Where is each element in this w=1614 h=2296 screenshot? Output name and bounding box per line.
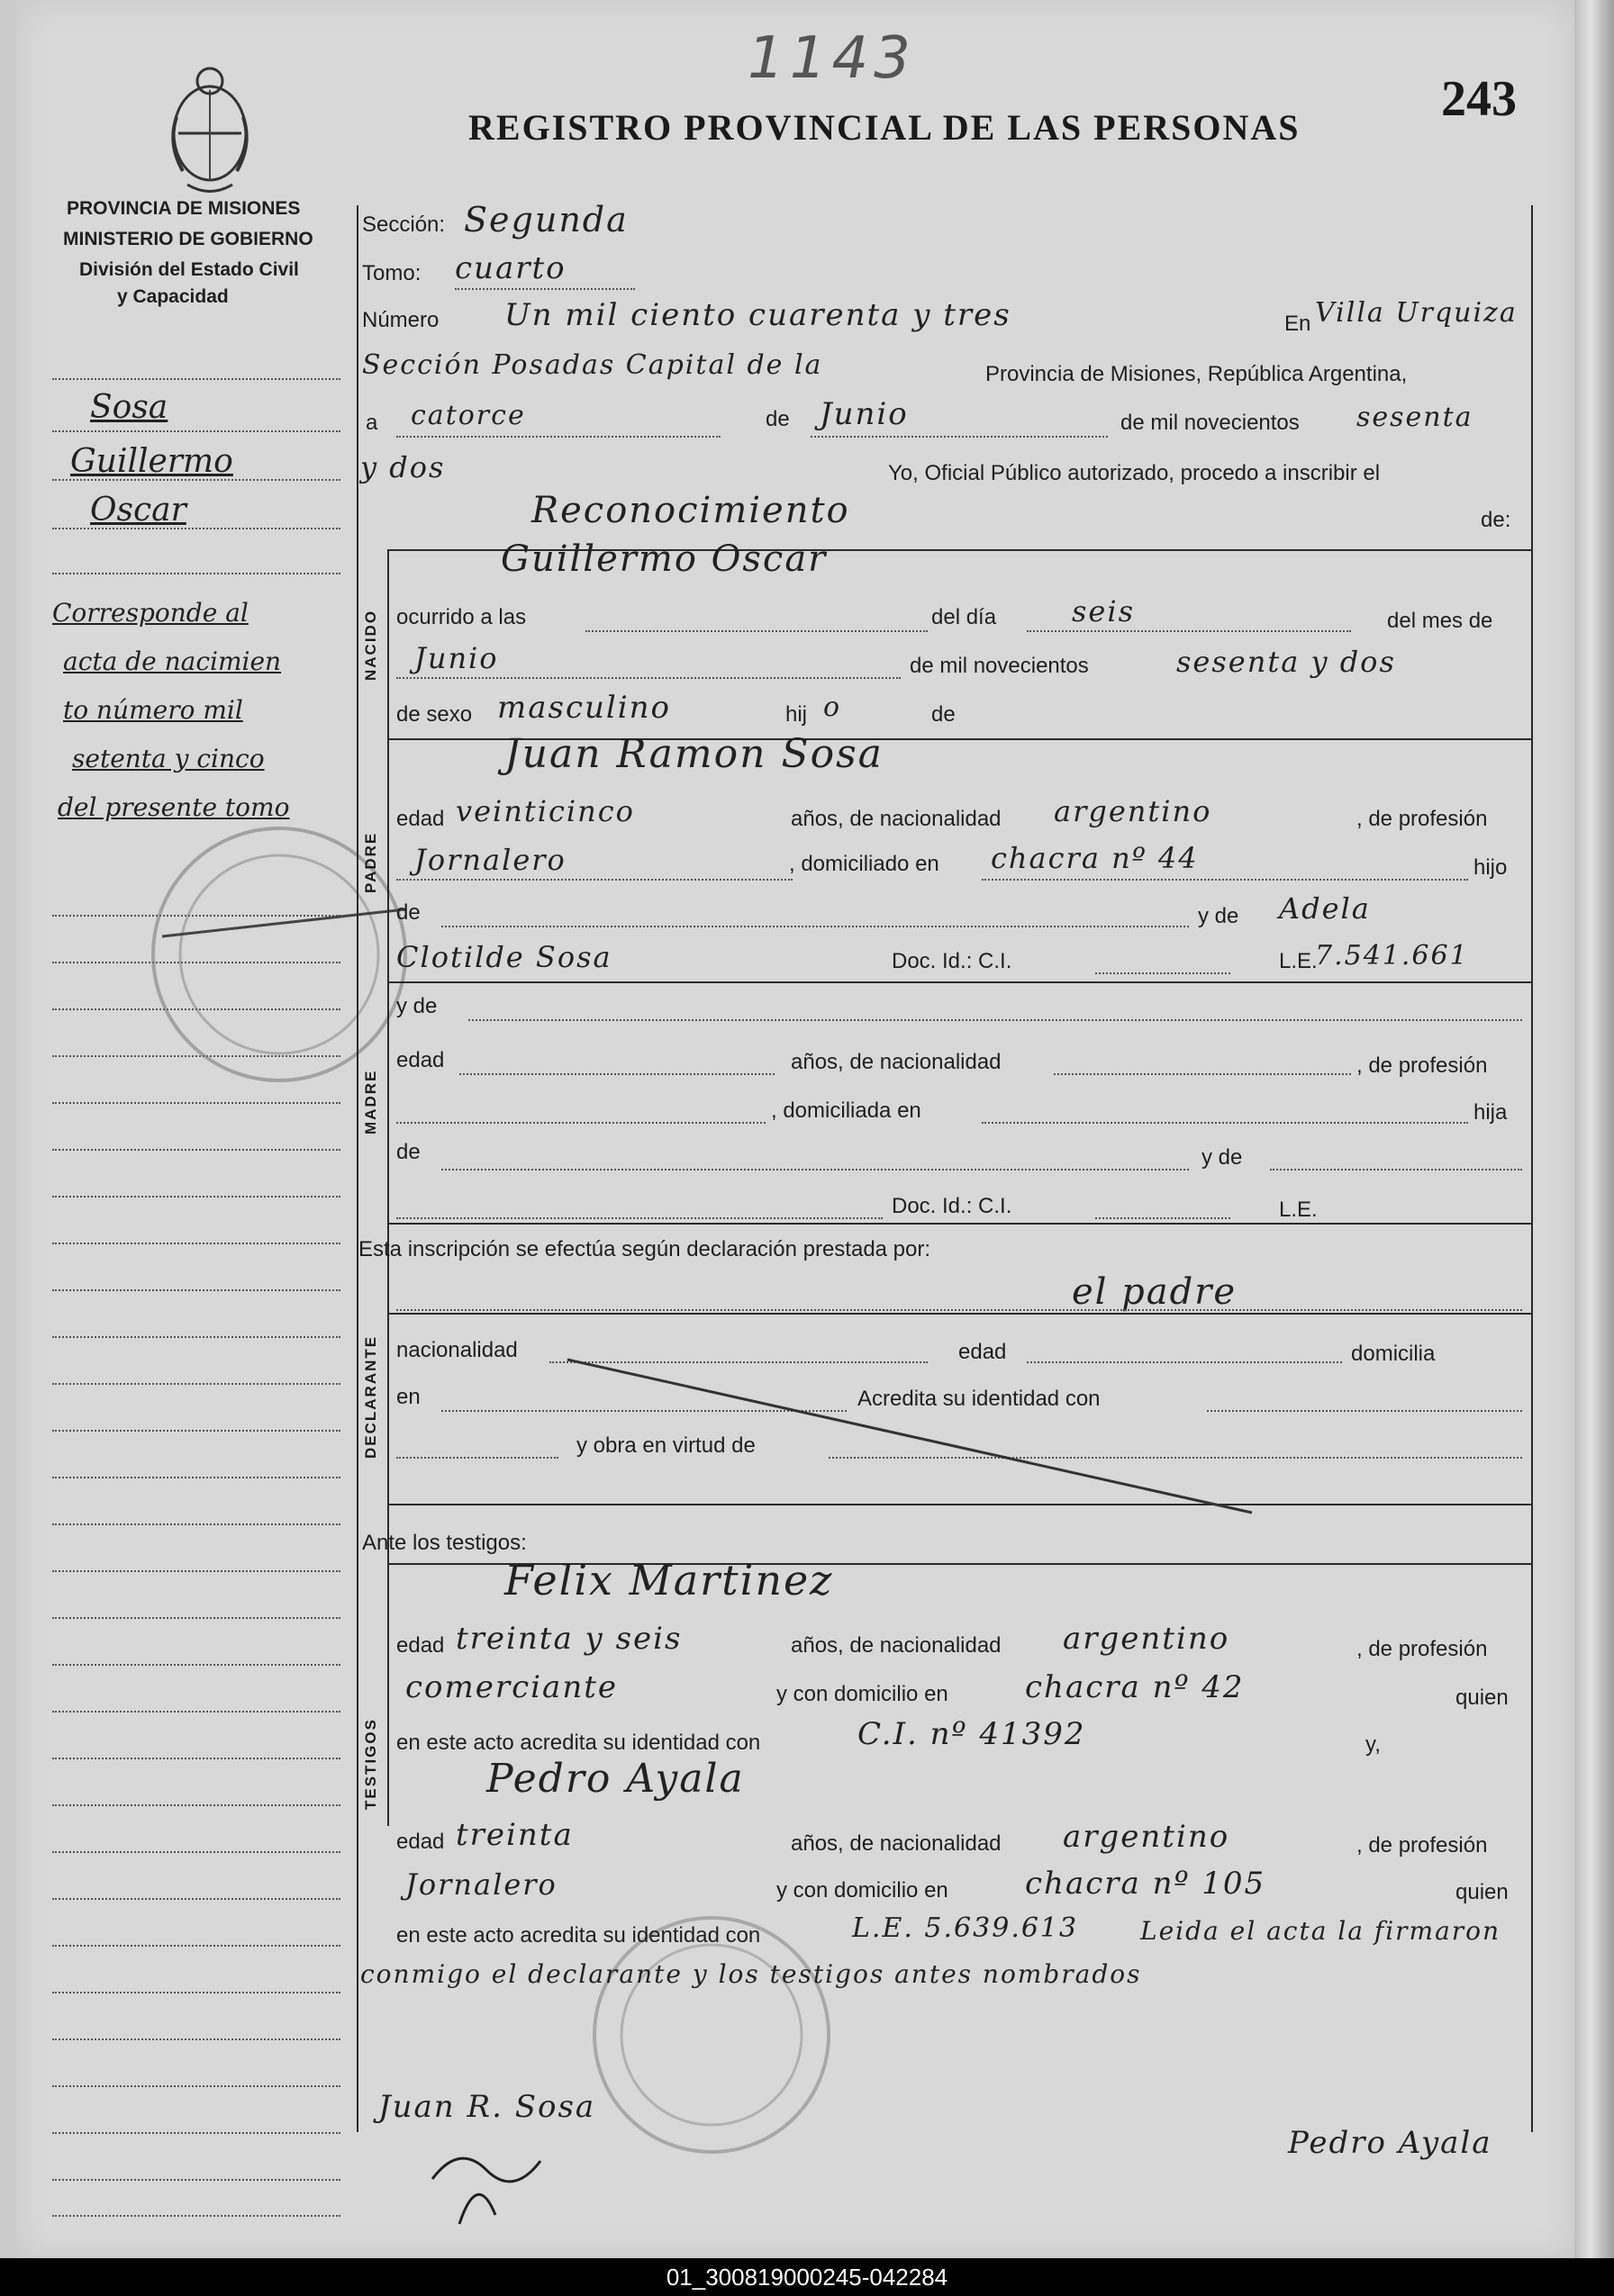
padre-prof-label: , de profesión (1356, 807, 1488, 831)
padre-doc-label: Doc. Id.: C.I. (892, 949, 1012, 973)
section-declarante: DECLARANTE (362, 1334, 379, 1459)
official-stamp-icon (135, 810, 423, 1098)
section-testigos: TESTIGOS (362, 1718, 379, 1810)
seccion-label: Sección: (362, 212, 446, 237)
t1-dom-label: y con domicilio en (776, 1682, 948, 1706)
sexo-value: masculino (497, 690, 672, 726)
declarante-domicilia-label: domicilia (1351, 1342, 1436, 1366)
t2-prof: Jornalero (405, 1867, 558, 1902)
testigos-intro: Ante los testigos: (362, 1531, 527, 1555)
margin-note3: to número mil (63, 695, 243, 725)
margin-note1: Corresponde al (52, 598, 249, 628)
nacido-year-label: de mil novecientos (910, 654, 1089, 678)
t1-quien-label: quien (1455, 1686, 1509, 1710)
margin-note5: del presente tomo (58, 792, 290, 822)
section-bar-2 (387, 1315, 389, 1540)
padre-prof: Jornalero (414, 843, 567, 877)
t1-nac: argentino (1063, 1621, 1230, 1657)
org-line1: PROVINCIA DE MISIONES (67, 198, 301, 219)
page-number: 243 (1441, 71, 1517, 127)
t2-edad-label: edad (396, 1830, 445, 1854)
madre-edad-label: edad (396, 1048, 445, 1072)
section-bar-3 (387, 1565, 389, 1826)
madre-le-label: L.E. (1279, 1198, 1318, 1222)
sexo-label: de sexo (396, 702, 473, 727)
year-label: de mil novecientos (1120, 411, 1300, 435)
declarante-nac-label: nacionalidad (396, 1338, 518, 1362)
nacido-de-label: de (931, 702, 956, 727)
provincia-text: Provincia de Misiones, República Argentina, (985, 362, 1408, 386)
t2-id: L.E. 5.639.613 (852, 1912, 1079, 1944)
en-value: Villa Urquiza (1315, 297, 1518, 329)
yo-text: Yo, Oficial Público autorizado, procedo a inscribir el (888, 461, 1381, 485)
coat-of-arms-icon (160, 63, 259, 198)
locality-value: Sección Posadas Capital de la (362, 349, 823, 381)
t1-y-label: y, (1365, 1732, 1381, 1757)
t1-dom: chacra nº 42 (1025, 1669, 1245, 1705)
section-madre: MADRE (362, 1069, 379, 1134)
t1-nac-label: años, de nacionalidad (791, 1633, 1002, 1658)
margin-note2: acta de nacimien (63, 646, 282, 676)
madre-de-label: de (396, 1140, 421, 1164)
month-value: Junio (820, 396, 909, 432)
t2-nac: argentino (1063, 1819, 1230, 1855)
t2-quien-label: quien (1455, 1880, 1509, 1904)
t2-dom-label: y con domicilio en (776, 1878, 948, 1903)
madre-prof-label: , de profesión (1356, 1053, 1488, 1078)
en-label: En (1284, 312, 1311, 336)
signature-scribble-icon (423, 2134, 567, 2233)
padre-dom-label: , domiciliado en (789, 852, 939, 876)
signature-1: Juan R. Sosa (378, 2089, 596, 2125)
ocurrido-label: ocurrido a las (396, 605, 527, 629)
t2-acredita-label: en este acto acredita su identidad con (396, 1923, 761, 1948)
nacido-name: Guillermo Oscar (501, 538, 828, 580)
cancel-stroke (558, 1351, 1261, 1522)
hijo-label: hij (785, 702, 808, 727)
page-title: REGISTRO PROVINCIAL DE LAS PERSONAS (468, 107, 1301, 148)
madre-nac-label: años, de nacionalidad (791, 1050, 1002, 1074)
tomo-label: Tomo: (362, 261, 422, 285)
nacido-day: seis (1072, 594, 1136, 628)
day-value: catorce (411, 400, 526, 431)
padre-edad: veinticinco (456, 794, 635, 828)
madre-yde2-label: y de (1201, 1145, 1243, 1170)
book-edge (1574, 0, 1614, 2258)
seccion-value: Segunda (464, 200, 629, 240)
tomo-value: cuarto (455, 250, 567, 286)
madre-dom-label: , domiciliada en (771, 1098, 921, 1123)
t1-prof-label: , de profesión (1356, 1637, 1488, 1661)
t1-prof: comerciante (405, 1669, 618, 1705)
main-frame-left (357, 205, 358, 2132)
t2-nac-label: años, de nacionalidad (791, 1831, 1002, 1856)
main-frame-right (1531, 205, 1533, 2132)
file-id: 01_300819000245-042284 (666, 2264, 948, 2291)
margin-surname: Sosa (90, 389, 168, 426)
act-value: Reconocimiento (531, 490, 850, 531)
org-line2: MINISTERIO DE GOBIERNO (63, 229, 313, 249)
padre-de-label: de (396, 900, 421, 925)
closing1: Leida el acta la firmaron (1140, 1916, 1501, 1946)
t1-id: C.I. nº 41392 (857, 1716, 1086, 1752)
padre-mother2: Clotilde Sosa (396, 940, 612, 974)
signature-2: Pedro Ayala (1288, 2125, 1492, 2161)
nacido-month: Junio (414, 641, 499, 675)
nacido-year: sesenta y dos (1176, 645, 1396, 679)
org-line4: y Capacidad (117, 286, 229, 307)
t1-acredita-label: en este acto acredita su identidad con (396, 1731, 761, 1755)
footer-bar (0, 2258, 1614, 2296)
padre-nac: argentino (1054, 794, 1212, 828)
t2-dom: chacra nº 105 (1025, 1866, 1266, 1902)
org-line3: División del Estado Civil (79, 259, 299, 280)
year-value2: y dos (360, 450, 446, 484)
section-padre: PADRE (362, 831, 379, 893)
madre-doc-label: Doc. Id.: C.I. (892, 1194, 1012, 1218)
padre-hijo-label: hijo (1473, 855, 1508, 880)
section-nacido: NACIDO (362, 609, 379, 681)
padre-edad-label: edad (396, 807, 445, 831)
de-colon: de: (1481, 508, 1511, 532)
testigo1-name: Felix Martinez (504, 1556, 834, 1604)
de-label: de (766, 407, 790, 431)
padre-yde-label: y de (1198, 904, 1239, 928)
padre-name: Juan Ramon Sosa (504, 731, 884, 777)
padre-le: 7.541.661 (1315, 940, 1469, 972)
madre-yde-label: y de (396, 994, 438, 1018)
declarante-edad-label: edad (958, 1340, 1007, 1364)
padre-dom: chacra nº 44 (991, 841, 1199, 875)
pencil-number: 1143 (748, 25, 916, 92)
hijo-value: o (823, 692, 842, 723)
margin-given1: Guillermo (70, 443, 233, 480)
margin-note4: setenta y cinco (72, 744, 265, 773)
declarante-en-label: en (396, 1385, 421, 1409)
testigo2-name: Pedro Ayala (486, 1756, 745, 1802)
declarante-value: el padre (1072, 1271, 1238, 1313)
declarante-intro: Esta inscripción se efectúa según declaración prestada por: (358, 1237, 931, 1261)
margin-given2: Oscar (90, 492, 186, 529)
numero-value: Un mil ciento cuarenta y tres (504, 297, 1011, 333)
declarante-obra-label: y obra en virtud de (576, 1433, 756, 1458)
declarante-acredita-label: Acredita su identidad con (857, 1387, 1101, 1411)
padre-mother: Adela (1279, 891, 1371, 926)
madre-hija-label: hija (1473, 1100, 1508, 1125)
del-dia-label: del día (931, 605, 997, 629)
year-value: sesenta (1356, 402, 1473, 433)
padre-le-label: L.E. (1279, 949, 1318, 973)
del-mes-label: del mes de (1387, 609, 1493, 633)
closing2: conmigo el declarante y los testigos antes nombrados (360, 1959, 1142, 1989)
padre-nac-label: años, de nacionalidad (791, 807, 1002, 831)
t1-edad-label: edad (396, 1633, 445, 1658)
a-label: a (366, 411, 378, 435)
numero-label: Número (362, 308, 440, 332)
t2-prof-label: , de profesión (1356, 1833, 1488, 1858)
t1-edad: treinta y seis (456, 1621, 683, 1657)
t2-edad: treinta (456, 1817, 574, 1853)
